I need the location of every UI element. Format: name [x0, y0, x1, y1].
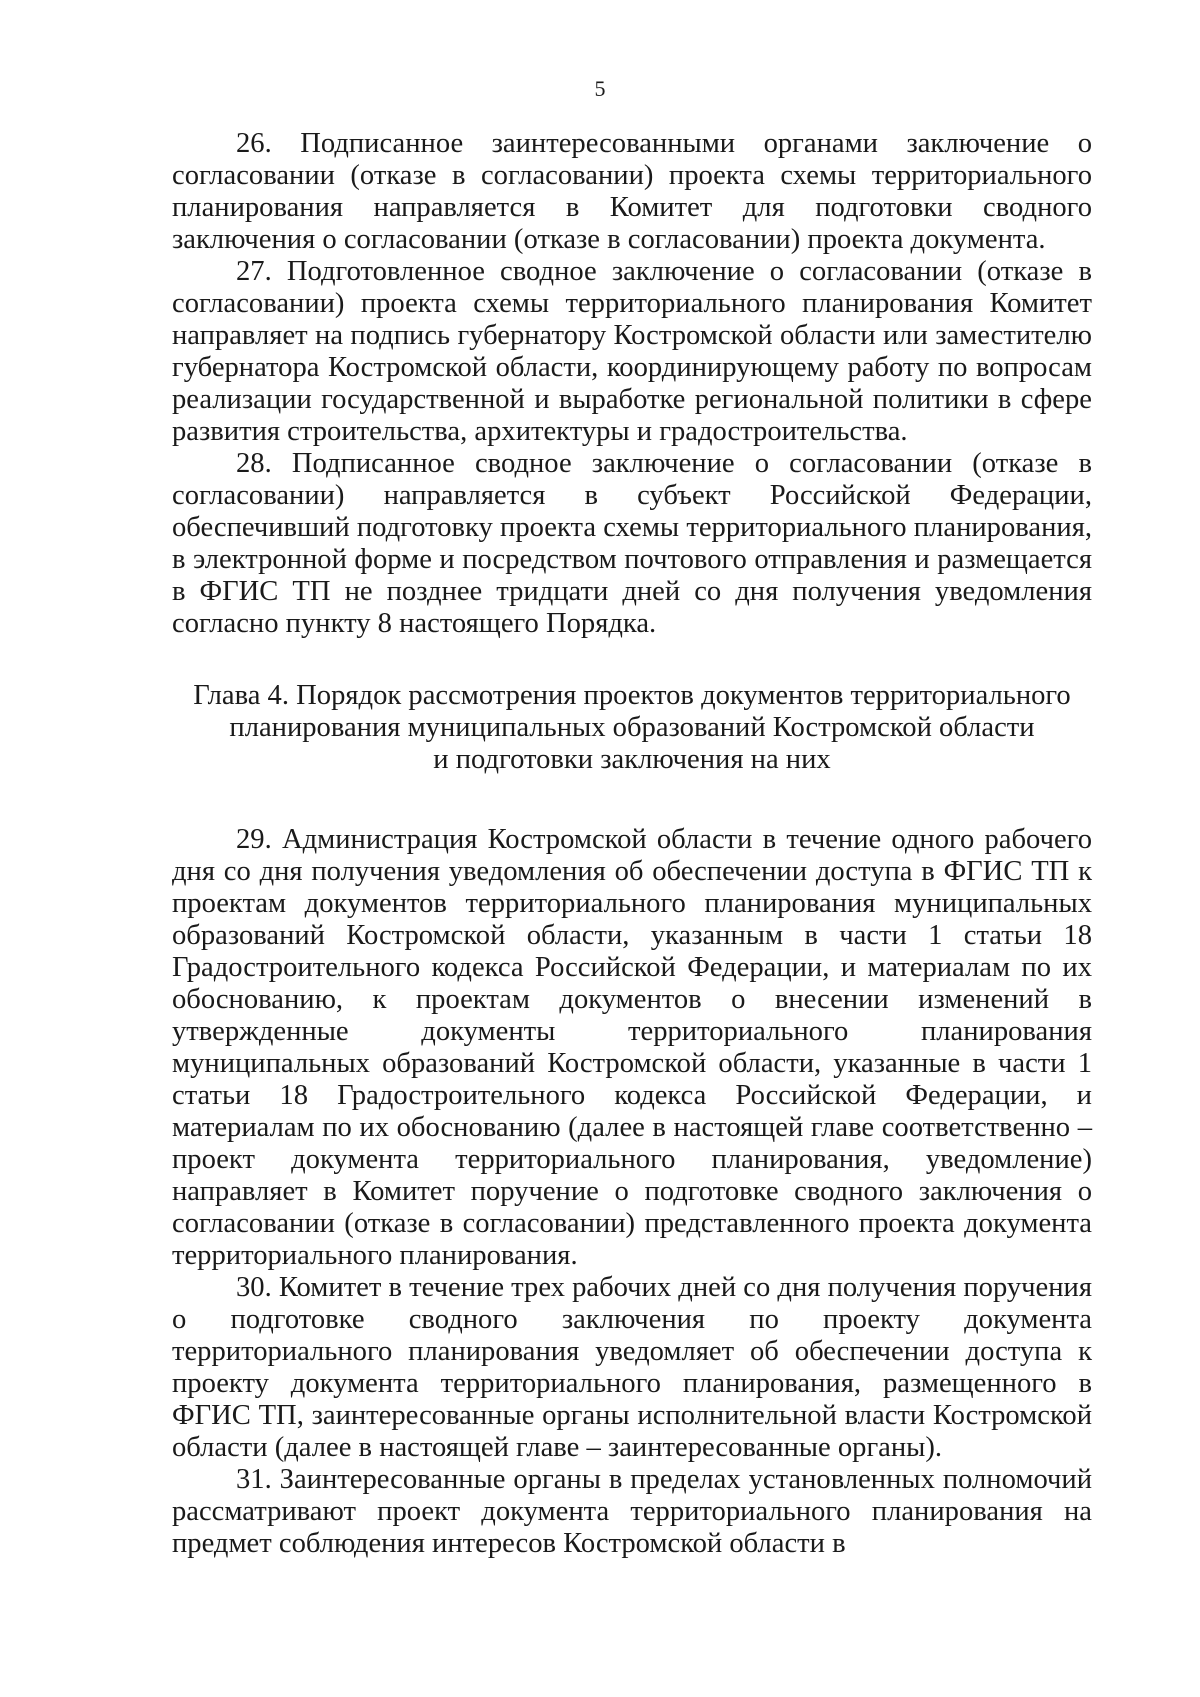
chapter-heading-line-2: планирования муниципальных образований Костромской области [229, 712, 1035, 743]
paragraph-28: 28. Подписанное сводное заключение о согласовании (отказе в согласовании) направляется в субъект Российской Федерации, обеспечивший подготовку проекта схемы территориального планирования, в электронной форме и посредством почтового отправления и размещается в ФГИС ТП не позднее тридцати дней со дня получения уведомления согласно пункту 8 настоящего Порядка. [172, 448, 1092, 639]
paragraph-30: 30. Комитет в течение трех рабочих дней со дня получения поручения о подготовке сводного заключения по проекту документа территориального планирования уведомляет об обеспечении доступа к проекту документа территориального планирования, размещенного в ФГИС ТП, заинтересованные органы исполнительной власти Костромской области (далее в настоящей главе – заинтересованные органы). [172, 1272, 1092, 1463]
paragraph-31: 31. Заинтересованные органы в пределах установленных полномочий рассматривают проект документа территориального планирования на предмет соблюдения интересов Костромской области в [172, 1464, 1092, 1559]
page-number: 5 [594, 76, 606, 101]
chapter-heading-line-3: и подготовки заключения на них [433, 744, 831, 775]
chapter-heading [172, 680, 1092, 776]
paragraph-29: 29. Администрация Костромской области в течение одного рабочего дня со дня получения уведомления об обеспечении доступа в ФГИС ТП к проектам документов территориального планирования муниципальных образований Костромской области, указанным в части 1 статьи 18 Градостроительного кодекса Российской Федерации, и материалам по их обоснованию, к проектам документов о внесении изменений в утвержденные документы территориального планирования муниципальных образований Костромской области, указанные в части 1 статьи 18 Градостроительного кодекса Российской Федерации, и материалам по их обоснованию (далее в настоящей главе соответственно – проект документа территориального планирования, уведомление) направляет в Комитет поручение о подготовке сводного заключения о согласовании (отказе в согласовании) представленного проекта документа территориального планирования. [172, 824, 1092, 1271]
text-block-after-heading [172, 824, 1092, 1560]
paragraph-26: 26. Подписанное заинтересованными органами заключение о согласовании (отказе в согласовании) проекта схемы территориального планирования направляется в Комитет для подготовки сводного заключения о согласовании (отказе в согласовании) проекта документа. [172, 128, 1092, 255]
paragraph-27: 27. Подготовленное сводное заключение о согласовании (отказе в согласовании) проекта схемы территориального планирования Комитет направляет на подпись губернатору Костромской области или заместителю губернатора Костромской области, координирующему работу по вопросам реализации государственной и выработке региональной политики в сфере развития строительства, архитектуры и градостроительства. [172, 256, 1092, 447]
text-block-before-heading [172, 128, 1092, 640]
chapter-heading-line-1: Глава 4. Порядок рассмотрения проектов документов территориального [193, 680, 1071, 711]
